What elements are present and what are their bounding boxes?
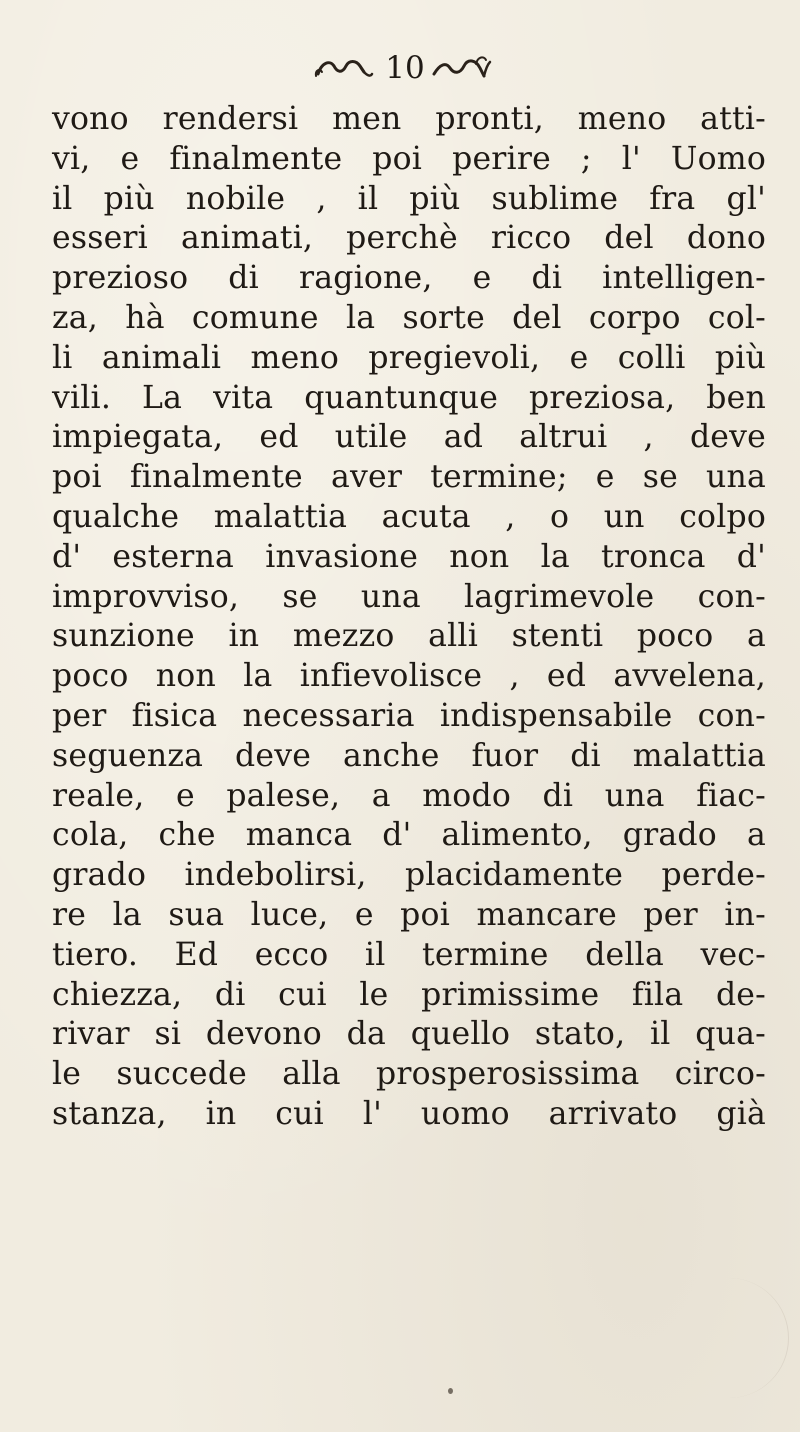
body-text — [52, 100, 766, 1135]
text-line: le succede alla prosperosissima circo- — [52, 1056, 766, 1093]
paper-show-through — [588, 1278, 789, 1398]
text-line: re la sua luce, e poi mancare per in- — [52, 896, 766, 933]
text-line: poi finalmente aver termine; e se una — [52, 459, 766, 496]
text-line: reale, e palese, a modo di una fiac- — [52, 777, 766, 814]
text-line: qualche malattia acuta , o un colpo — [52, 498, 766, 535]
text-line: grado indebolirsi, placidamente perde- — [52, 857, 766, 894]
text-line: esseri animati, perchè ricco del dono — [52, 220, 766, 257]
text-line: tiero. Ed ecco il termine della vec- — [52, 936, 766, 973]
text-line: impiegata, ed utile ad altrui , deve — [52, 419, 766, 456]
text-line: chiezza, di cui le primissime fila de- — [52, 976, 766, 1013]
text-line: stanza, in cui l' uomo arrivato già — [52, 1095, 766, 1132]
text-line: prezioso di ragione, e di intelligen- — [52, 260, 766, 297]
text-line: d' esterna invasione non la tronca d' — [52, 538, 766, 575]
text-line: per fisica necessaria indispensabile con- — [52, 697, 766, 734]
page-header — [0, 46, 800, 96]
text-line: improvviso, se una lagrimevole con- — [52, 578, 766, 615]
text-line: li animali meno pregievoli, e colli più — [52, 339, 766, 376]
left-ornament-icon — [312, 52, 374, 86]
page-number: 10 — [385, 50, 425, 86]
text-line: rivar si devono da quello stato, il qua- — [52, 1016, 766, 1053]
text-line: za, hà comune la sorte del corpo col- — [52, 299, 766, 336]
text-line: vono rendersi men pronti, meno atti- — [52, 101, 766, 137]
text-line: seguenza deve anche fuor di malattia — [52, 737, 766, 774]
text-line: il più nobile , il più sublime fra gl' — [52, 180, 766, 217]
right-ornament-icon — [430, 52, 492, 86]
text-line: poco non la infievolisce , ed avvelena, — [52, 658, 766, 695]
text-line: cola, che manca d' alimento, grado a — [52, 817, 766, 854]
text-line: vi, e finalmente poi perire ; l' Uomo — [52, 140, 766, 177]
text-line: sunzione in mezzo alli stenti poco a — [52, 618, 766, 655]
ink-speck — [448, 1388, 453, 1394]
text-line: vili. La vita quantunque preziosa, ben — [52, 379, 766, 416]
